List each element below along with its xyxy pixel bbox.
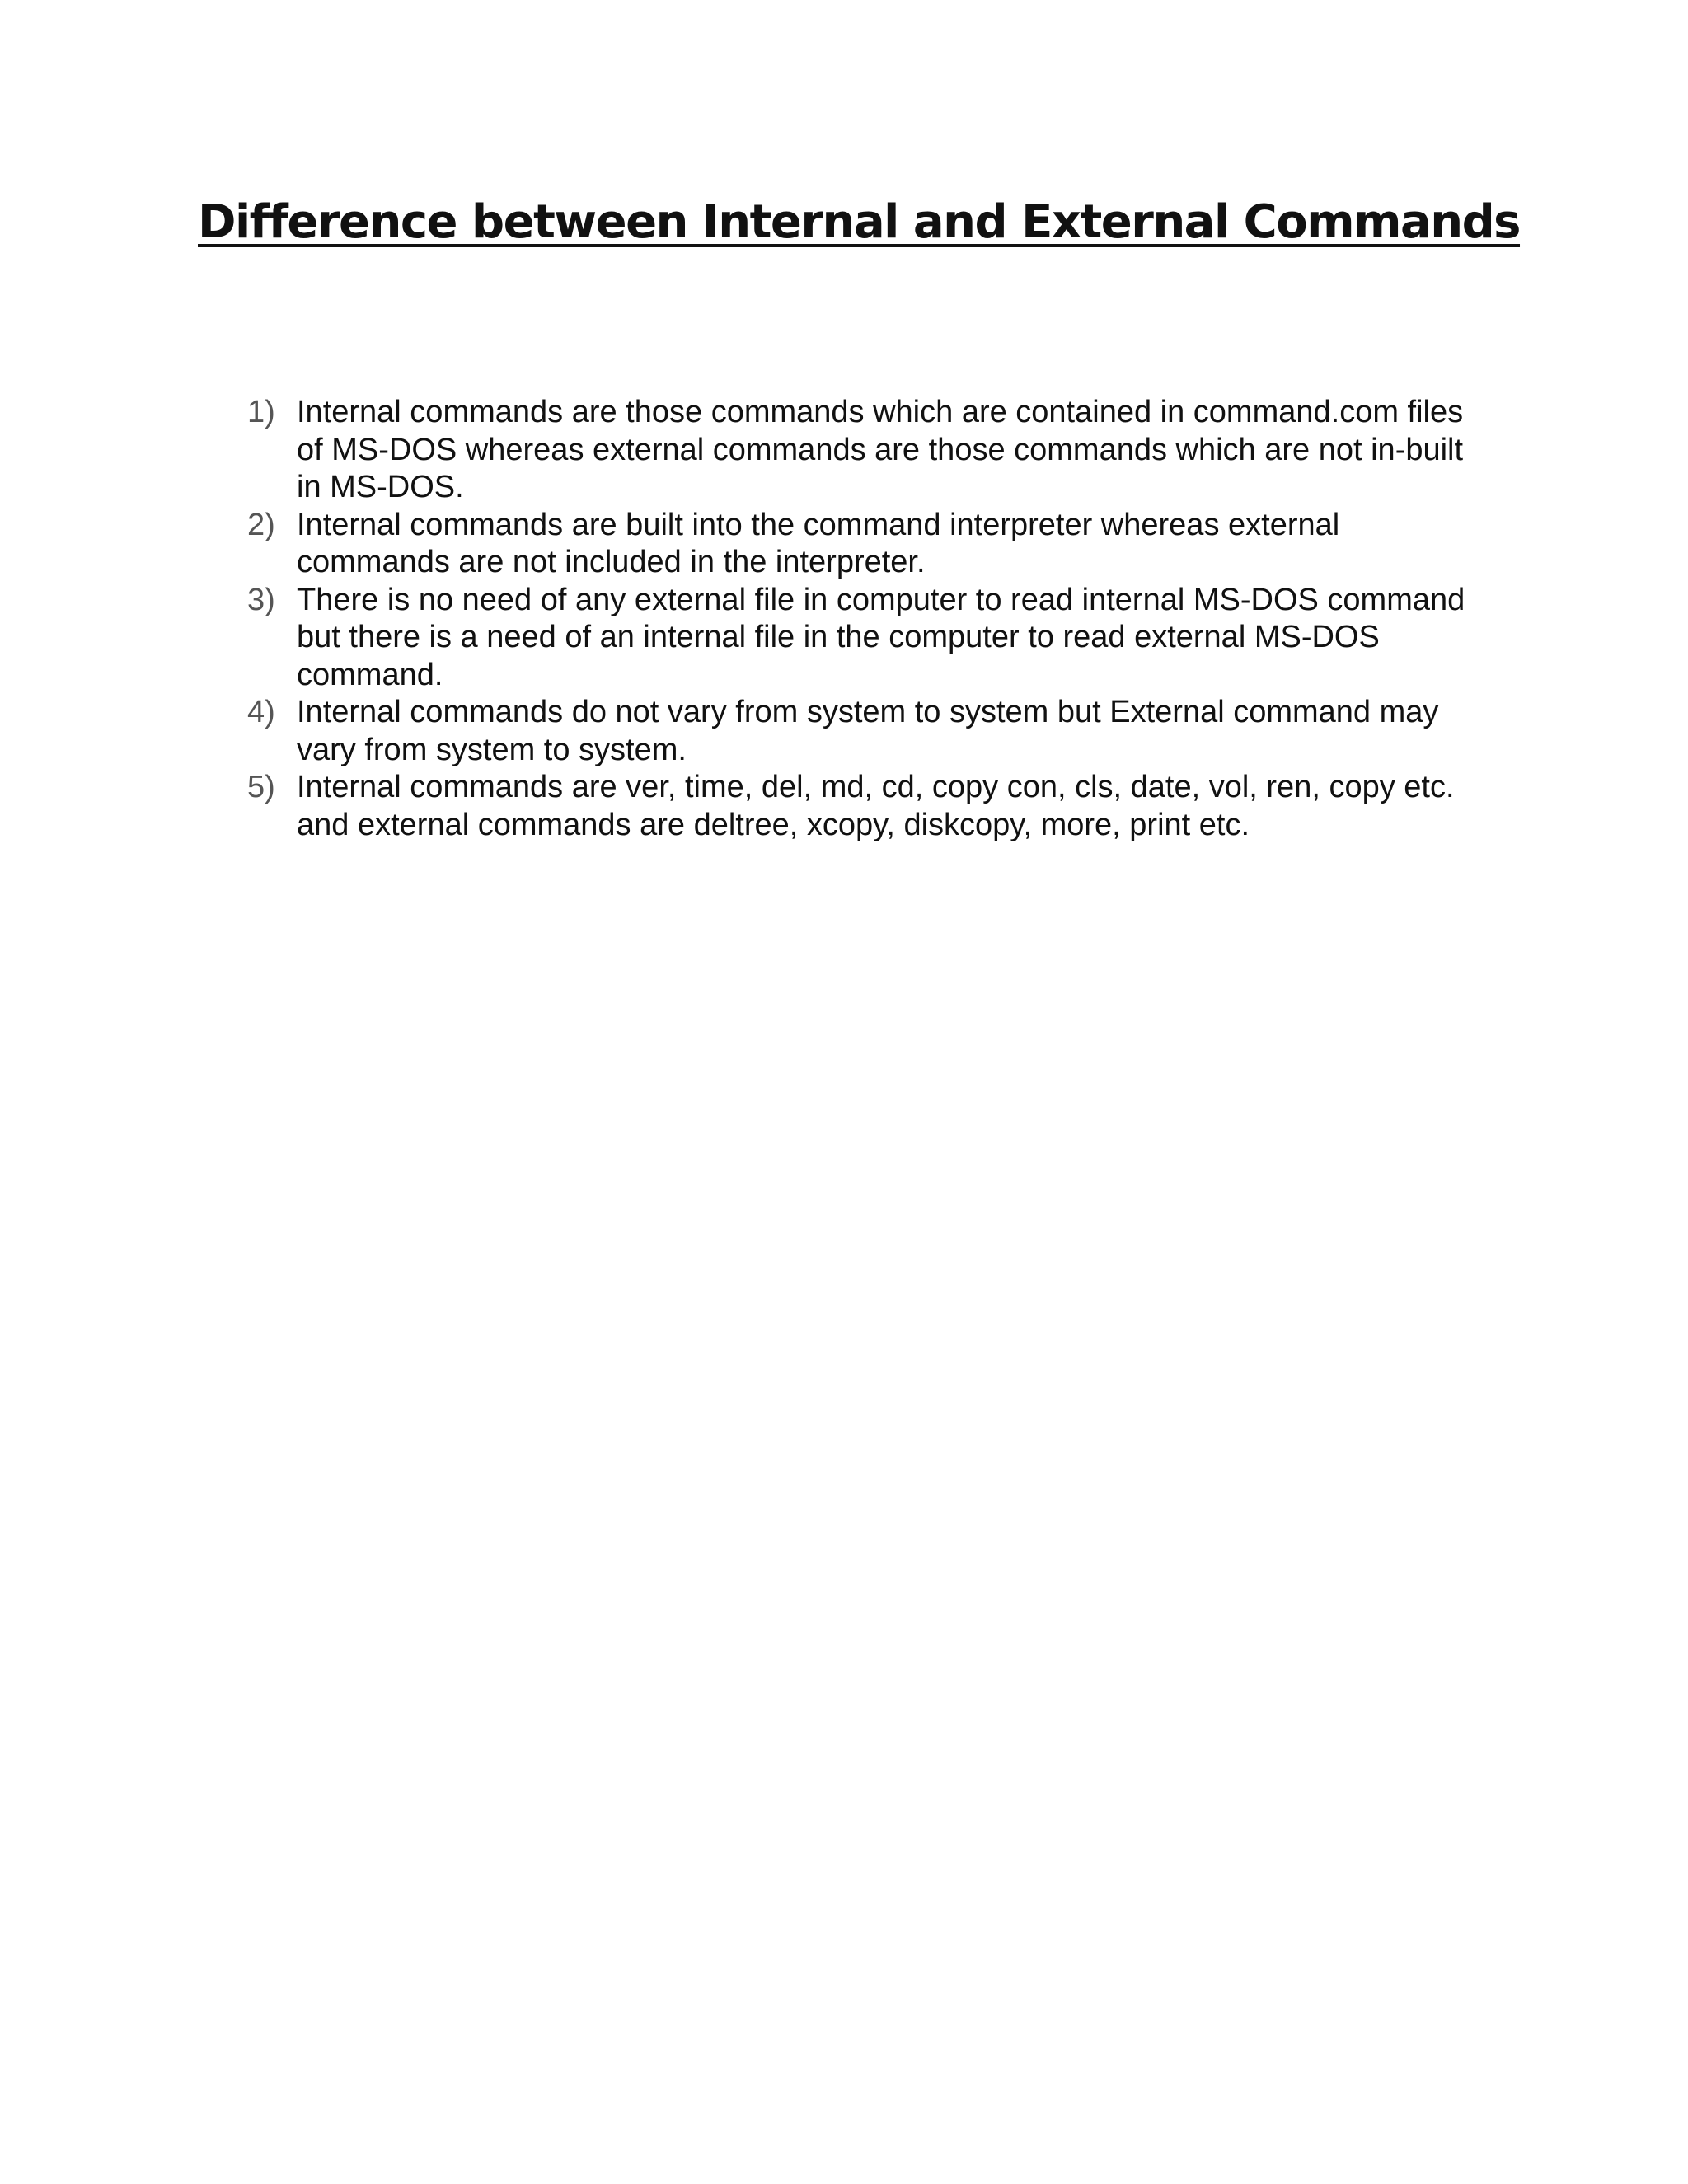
list-item <box>247 769 1467 844</box>
list-item <box>247 507 1467 582</box>
page-title: Difference between Internal and External Commands <box>198 195 1521 249</box>
list-item <box>247 582 1467 695</box>
comparison-list <box>247 394 1467 844</box>
list-item-number: 1) <box>247 395 275 429</box>
list-item-text: Internal commands do not vary from system to system but External command may vary from system to system. <box>297 695 1439 767</box>
list-item-number: 5) <box>247 770 275 804</box>
list-item-number: 4) <box>247 695 275 729</box>
list-item-number: 2) <box>247 507 275 542</box>
list-item-text: Internal commands are built into the command interpreter whereas external commands are not included in the interpreter. <box>297 507 1340 579</box>
list-item-text: Internal commands are those commands which are contained in command.com files of MS-DOS whereas external commands are those commands which are not in-built in MS-DOS. <box>297 395 1464 504</box>
list-item <box>247 394 1467 507</box>
list-item <box>247 694 1467 769</box>
list-item-number: 3) <box>247 582 275 617</box>
list-item-text: Internal commands are ver, time, del, md, cd, copy con, cls, date, vol, ren, copy etc. and external commands are deltree, xcopy, diskcopy, more, print etc. <box>297 770 1455 842</box>
list-item-text: There is no need of any external file in computer to read internal MS-DOS command but there is a need of an internal file in the computer to read external MS-DOS command. <box>297 582 1465 692</box>
